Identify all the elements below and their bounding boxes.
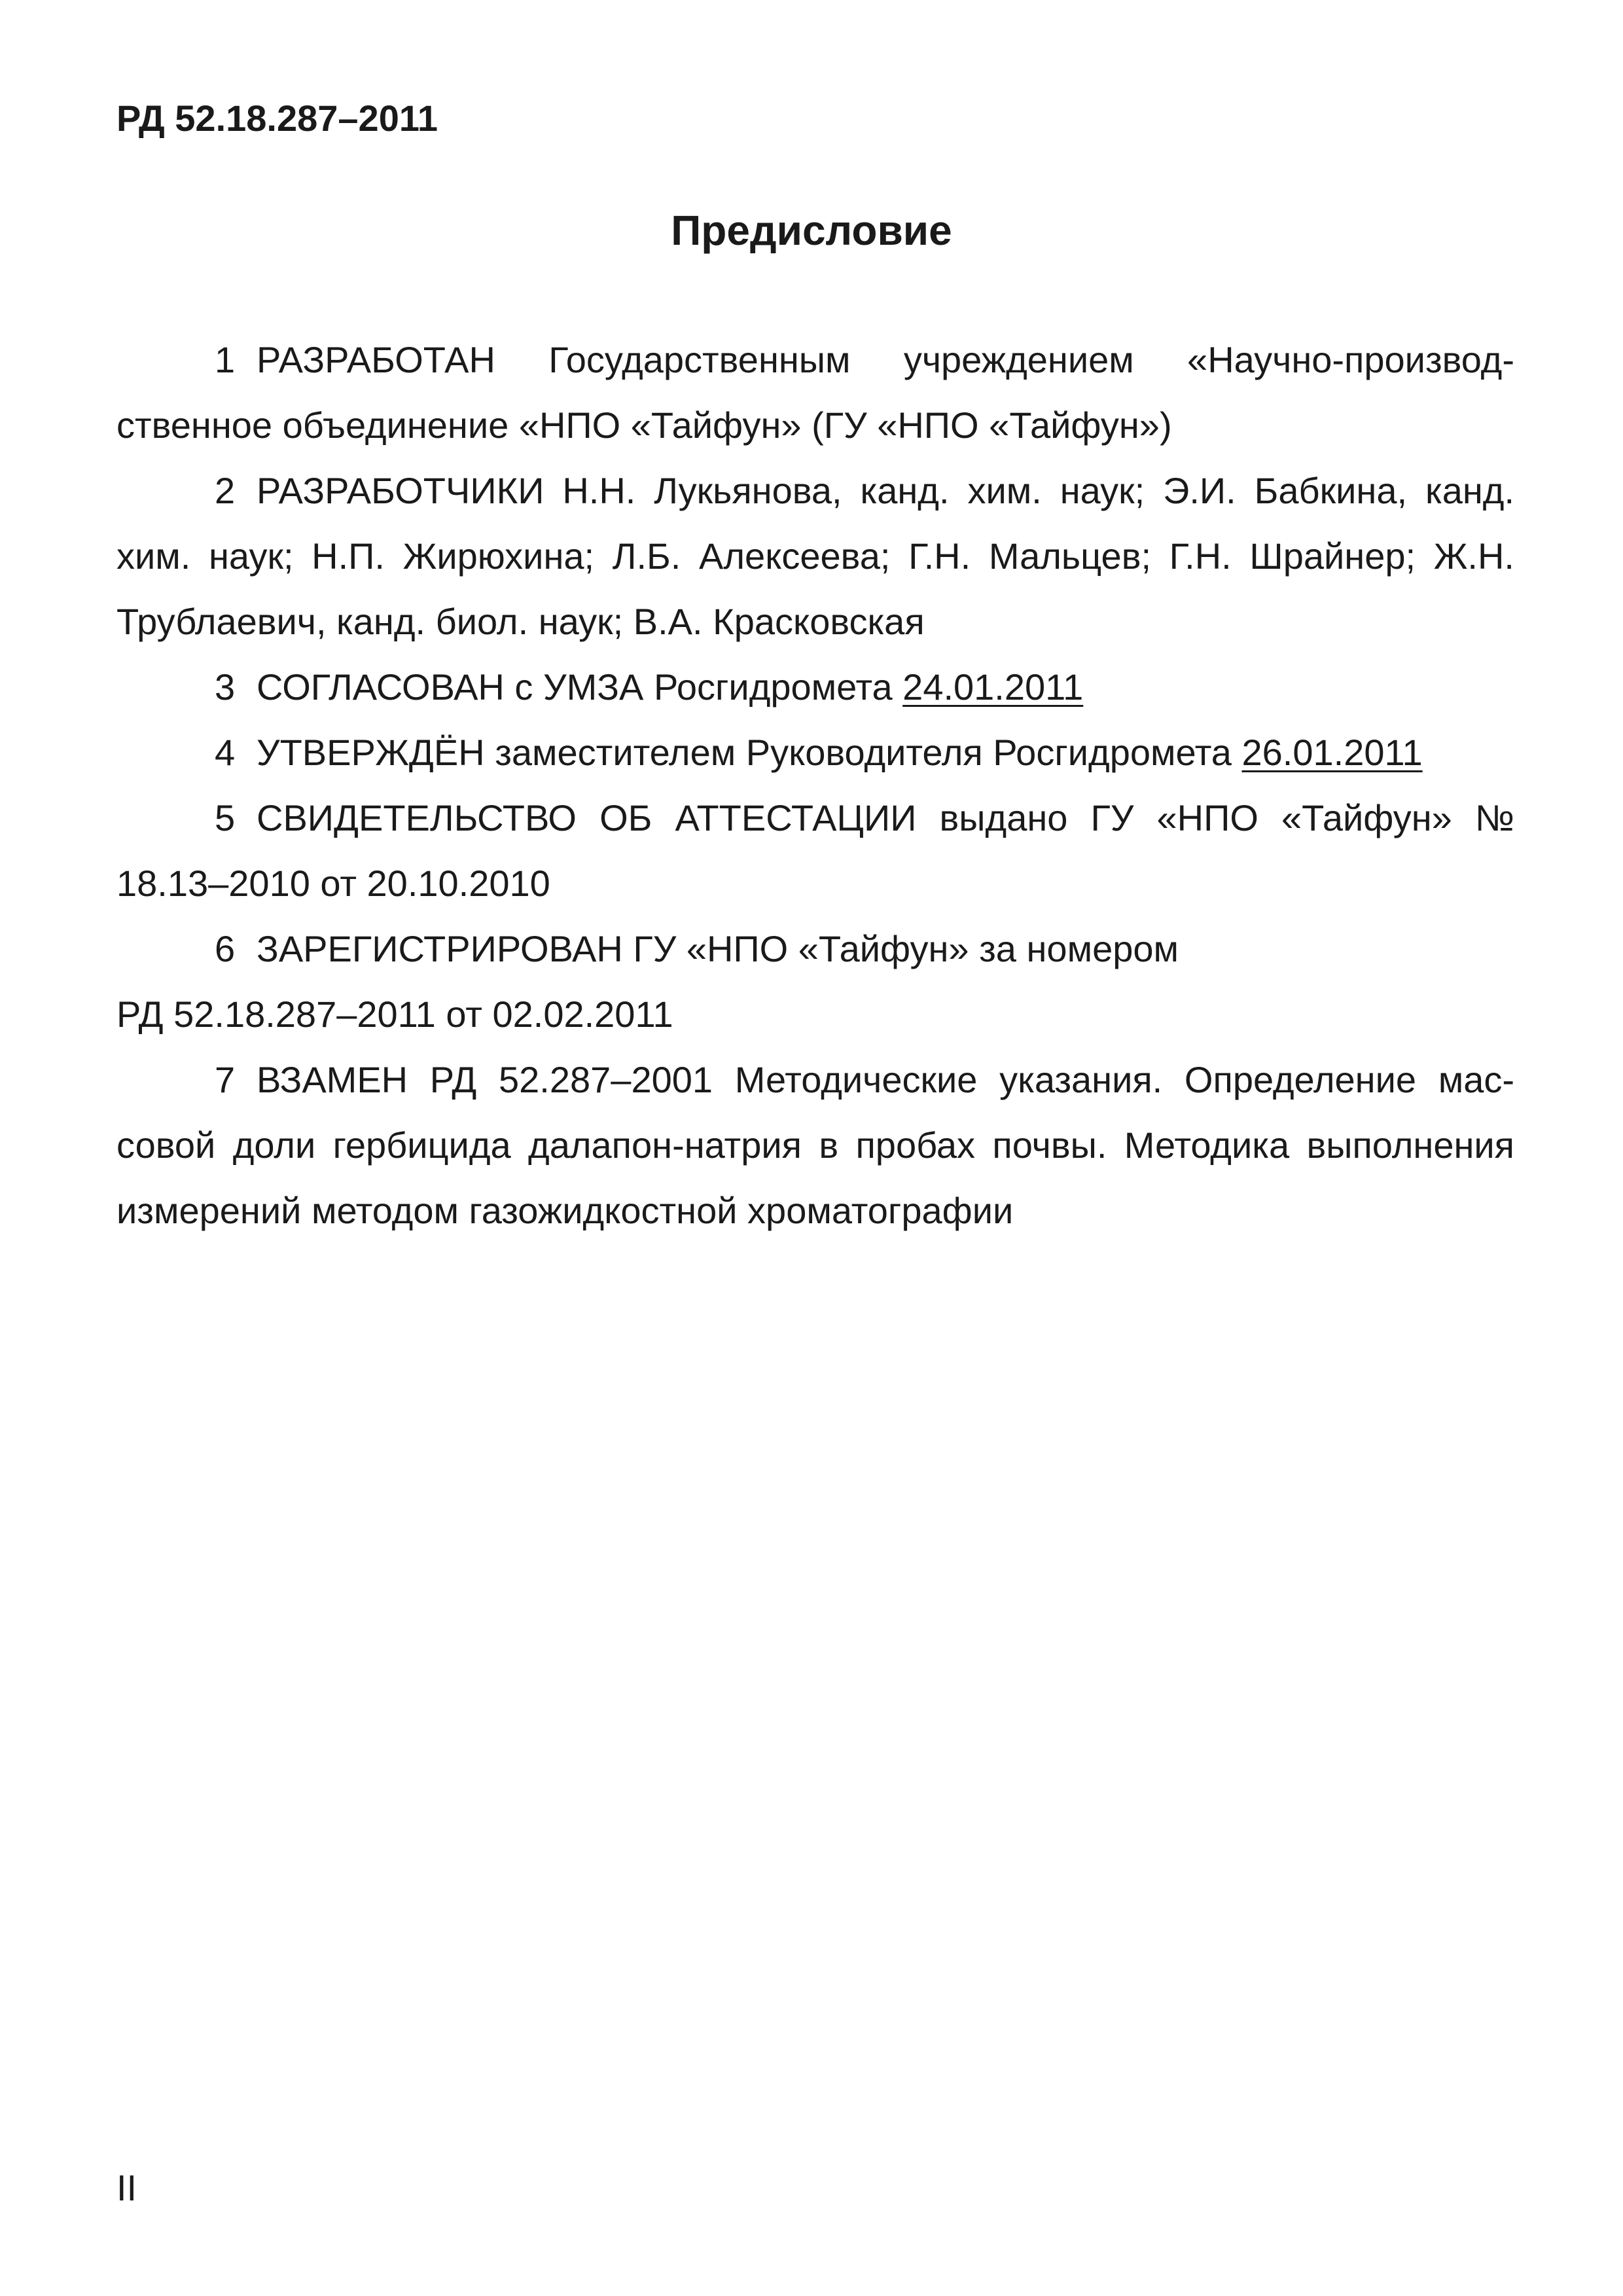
foreword-body [116, 327, 1514, 1244]
item-number: 6 [215, 928, 236, 969]
item-number: 4 [215, 732, 236, 773]
page-title: Предисловие [671, 207, 952, 254]
foreword-item-7 [116, 1047, 1514, 1244]
item-number: 1 [215, 339, 236, 380]
item-text: УТВЕРЖДЁН заместителем Руководителя Росгидромета [257, 732, 1232, 773]
foreword-item-2 [116, 458, 1514, 655]
foreword-item-4 [116, 720, 1514, 785]
foreword-item-1 [116, 327, 1514, 458]
approval-date: 24.01.2011 [902, 666, 1084, 708]
foreword-item-5 [116, 785, 1514, 916]
item-text: РАЗРАБОТЧИКИ Н.Н. Лукьянова, канд. хим. наук; Э.И. Бабкина, канд. хим. наук; Н.П. Жирюхина; Л.Б. Алексеева; Г.Н. Мальцев; Г.Н. Шрайнер; Ж.Н. Трублаевич, канд. биол. наук; В.А. Красковская [116, 470, 1514, 642]
item-text: РД 52.18.287–2011 от 02.02.2011 [116, 994, 673, 1035]
page-number: II [116, 2167, 137, 2208]
foreword-item-3 [116, 655, 1514, 720]
item-number: 7 [215, 1059, 236, 1100]
item-number: 5 [215, 797, 236, 838]
foreword-item-6-continuation [116, 982, 1514, 1047]
approval-date: 26.01.2011 [1241, 732, 1423, 773]
item-text: СВИДЕТЕЛЬСТВО ОБ АТТЕСТАЦИИ выдано ГУ «НПО «Тайфун» № 18.13–2010 от 20.10.2010 [116, 797, 1514, 904]
item-text: ЗАРЕГИСТРИРОВАН ГУ «НПО «Тайфун» за номером [257, 928, 1179, 969]
document-code: РД 52.18.287–2011 [116, 98, 438, 139]
item-text: РАЗРАБОТАН Государственным учреждением «Научно-производственное объединение «НПО «Тайфун» (ГУ «НПО «Тайфун») [116, 339, 1514, 446]
foreword-item-6 [116, 916, 1514, 982]
item-number: 2 [215, 470, 236, 511]
item-text: СОГЛАСОВАН с УМЗА Росгидромета [257, 666, 893, 708]
item-text: ВЗАМЕН РД 52.287–2001 Методические указания. Определение массовой доли гербицида далапон-натрия в пробах почвы. Методика выполнения измерений методом газожидкостной хроматографии [116, 1059, 1514, 1231]
item-number: 3 [215, 666, 236, 708]
